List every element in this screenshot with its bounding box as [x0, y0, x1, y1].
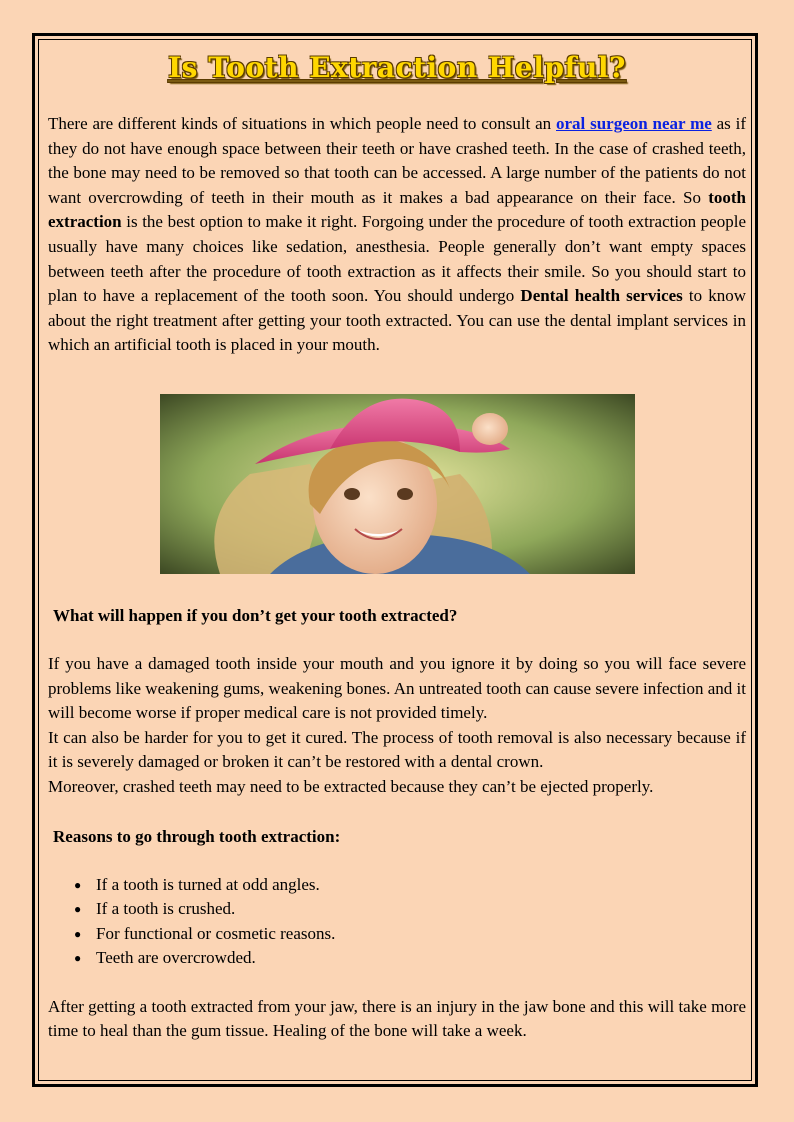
bullet-icon: ●: [74, 926, 82, 941]
bullet-icon: ●: [74, 877, 82, 892]
list-item: ● Teeth are overcrowded.: [96, 946, 746, 971]
intro-paragraph: [48, 112, 746, 358]
section1-body-3: Moreover, crashed teeth may need to be extracted because they can’t be ejected properly.: [48, 776, 654, 796]
intro-bold-dental-health: Dental health services: [520, 286, 683, 306]
section1-heading: What will happen if you don’t get your tooth extracted?: [53, 605, 458, 625]
intro-text-4: to know about the right treatment after getting your tooth extracted. You can use the dental implant services in which an artificial tooth is placed in your mouth.: [48, 286, 746, 355]
list-item: ● If a tooth is crushed.: [96, 897, 746, 922]
page-title: Is Tooth Extraction Helpful?: [168, 51, 626, 84]
reasons-list: [48, 873, 746, 971]
section1-body-1: If you have a damaged tooth inside your mouth and you ignore it by doing so you will face severe problems like weakening gums, weakening bones. An untreated tooth can cause severe infection and it will become worse if proper medical care is not provided timely.: [48, 653, 746, 723]
section1-body-2: It can also be harder for you to get it cured. The process of tooth removal is also necessary because if it is severely damaged or broken it can’t be restored with a dental crown.: [48, 727, 746, 772]
intro-text-1: There are different kinds of situations in which people need to consult an: [48, 114, 556, 133]
hero-image-girl-in-pink-hat: [160, 394, 635, 574]
intro-bold-tooth-extraction: tooth extraction: [48, 187, 746, 232]
bullet-icon: ●: [74, 902, 82, 917]
list-item: ● For functional or cosmetic reasons.: [96, 922, 746, 947]
intro-text-3: is the best option to make it right. Forgoing under the procedure of tooth extraction people usually have many choices like sedation, anesthesia. People generally don’t want empty spaces between teeth after the procedure of tooth extraction as it affects their smile. So you should start to plan to have a replacement of the tooth soon. You should undergo: [48, 212, 746, 306]
intro-text-2: as if they do not have enough space between their teeth or have crashed teeth. In the case of crashed teeth, the bone may need to be removed so that tooth can be accessed. A large number of the patients do not want overcrowding of teeth in their mouth as it makes a bad appearance on their face. So: [48, 114, 746, 207]
oral-surgeon-link[interactable]: oral surgeon near me: [556, 114, 712, 133]
list-item: ● If a tooth is turned at odd angles.: [96, 873, 746, 898]
section2-heading: Reasons to go through tooth extraction:: [53, 826, 341, 846]
document-body: [48, 48, 746, 1044]
closing-paragraph: After getting a tooth extracted from your jaw, there is an injury in the jaw bone and this will take more time to heal than the gum tissue. Healing of the bone will take a week.: [48, 996, 746, 1041]
bullet-icon: ●: [74, 951, 82, 966]
